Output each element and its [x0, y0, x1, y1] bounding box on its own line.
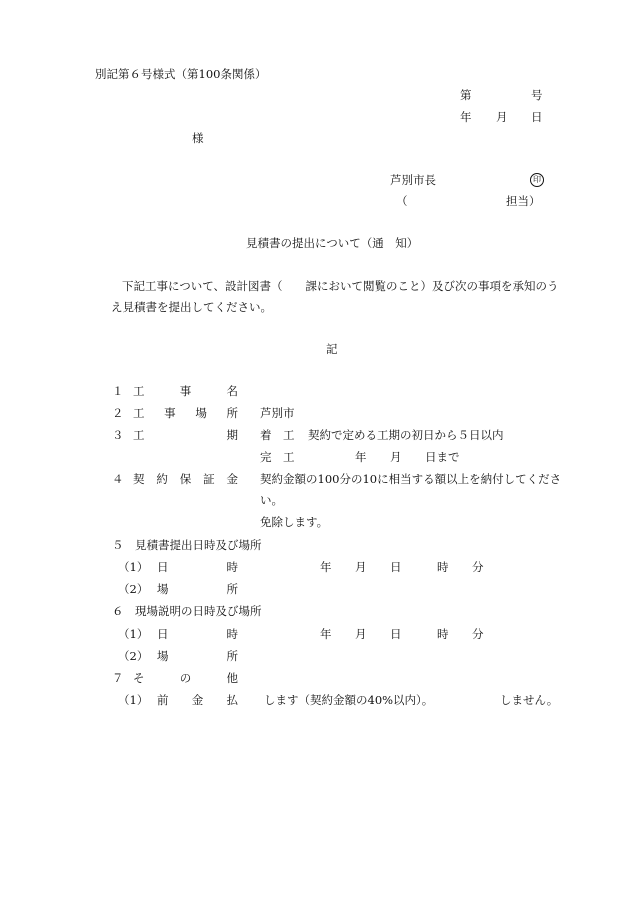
item-3-end-year: 年: [355, 450, 367, 464]
ki-heading: 記: [326, 342, 338, 356]
date-day: 日: [531, 110, 543, 124]
item-4-line-3: 免除します。: [260, 515, 329, 529]
item-5-1-day: 日: [390, 560, 402, 574]
item-1-number: １: [112, 384, 124, 398]
item-3-end-day: 日まで: [425, 450, 460, 464]
item-1-label: 工 事 名: [133, 384, 238, 398]
issuer: 芦別市長: [390, 173, 436, 187]
item-6-heading: ６ 現場説明の日時及び場所: [112, 604, 262, 618]
number-label: 第: [460, 88, 472, 102]
item-5-1-hour: 時: [437, 560, 449, 574]
item-6-1-number: （1）: [118, 627, 149, 641]
item-5-heading: ５ 見積書提出日時及び場所: [112, 538, 262, 552]
item-5-1-year: 年: [320, 560, 332, 574]
item-3-start-tag: 着 工: [260, 428, 295, 442]
item-3-number: ３: [112, 428, 124, 442]
item-5-1-label: 日 時: [157, 560, 238, 574]
item-7-1-label: 前 金 払: [157, 693, 238, 707]
item-3-start-text: 契約で定める工期の初日から５日以内: [308, 428, 504, 442]
item-5-2-number: （2）: [118, 582, 149, 596]
item-6-1-month: 月: [355, 627, 367, 641]
item-3-label: 工 期: [133, 428, 238, 442]
item-6-1-day: 日: [390, 627, 402, 641]
item-7-1-option-no: しません。: [500, 693, 559, 707]
item-5-1-minute: 分: [472, 560, 484, 574]
item-5-1-number: （1）: [118, 560, 149, 574]
item-6-2-label: 場 所: [157, 649, 238, 663]
contact-open: （: [396, 194, 408, 208]
body-line-1: 下記工事について、設計図書（ 課において閲覧のこと）及び次の事項を承知のう: [122, 279, 559, 293]
item-7-number: ７: [112, 671, 124, 685]
body-line-2: え見積書を提出してください。: [111, 300, 272, 314]
number-suffix: 号: [531, 88, 543, 102]
item-6-1-minute: 分: [472, 627, 484, 641]
item-6-1-label: 日 時: [157, 627, 238, 641]
item-6-2-number: （2）: [118, 649, 149, 663]
item-2-value: 芦別市: [260, 406, 295, 420]
item-4-line-2: い。: [260, 493, 283, 507]
addressee-suffix: 様: [192, 131, 204, 145]
item-3-end-tag: 完 工: [260, 450, 295, 464]
item-7-1-number: （1）: [118, 693, 149, 707]
item-3-end-month: 月: [390, 450, 402, 464]
item-2-number: ２: [112, 406, 124, 420]
item-5-2-label: 場 所: [157, 582, 238, 596]
item-2-label: 工 事 場 所: [133, 406, 238, 420]
item-6-1-hour: 時: [437, 627, 449, 641]
seal-mark: 印: [530, 173, 544, 187]
date-year: 年: [460, 110, 472, 124]
item-4-label: 契 約 保 証 金: [133, 472, 238, 486]
date-month: 月: [496, 110, 508, 124]
item-6-1-year: 年: [320, 627, 332, 641]
contact-close: 担当）: [506, 194, 541, 208]
item-7-1-option-yes: します（契約金額の40%以内）。: [264, 693, 434, 707]
item-4-number: ４: [112, 472, 124, 486]
item-7-label: そ の 他: [133, 671, 238, 685]
form-label: 別記第６号様式（第100条関係）: [95, 67, 267, 81]
item-4-line-1: 契約金額の100分の10に相当する額以上を納付してくださ: [260, 472, 562, 486]
document-title: 見積書の提出について（通 知）: [246, 236, 419, 250]
item-5-1-month: 月: [355, 560, 367, 574]
